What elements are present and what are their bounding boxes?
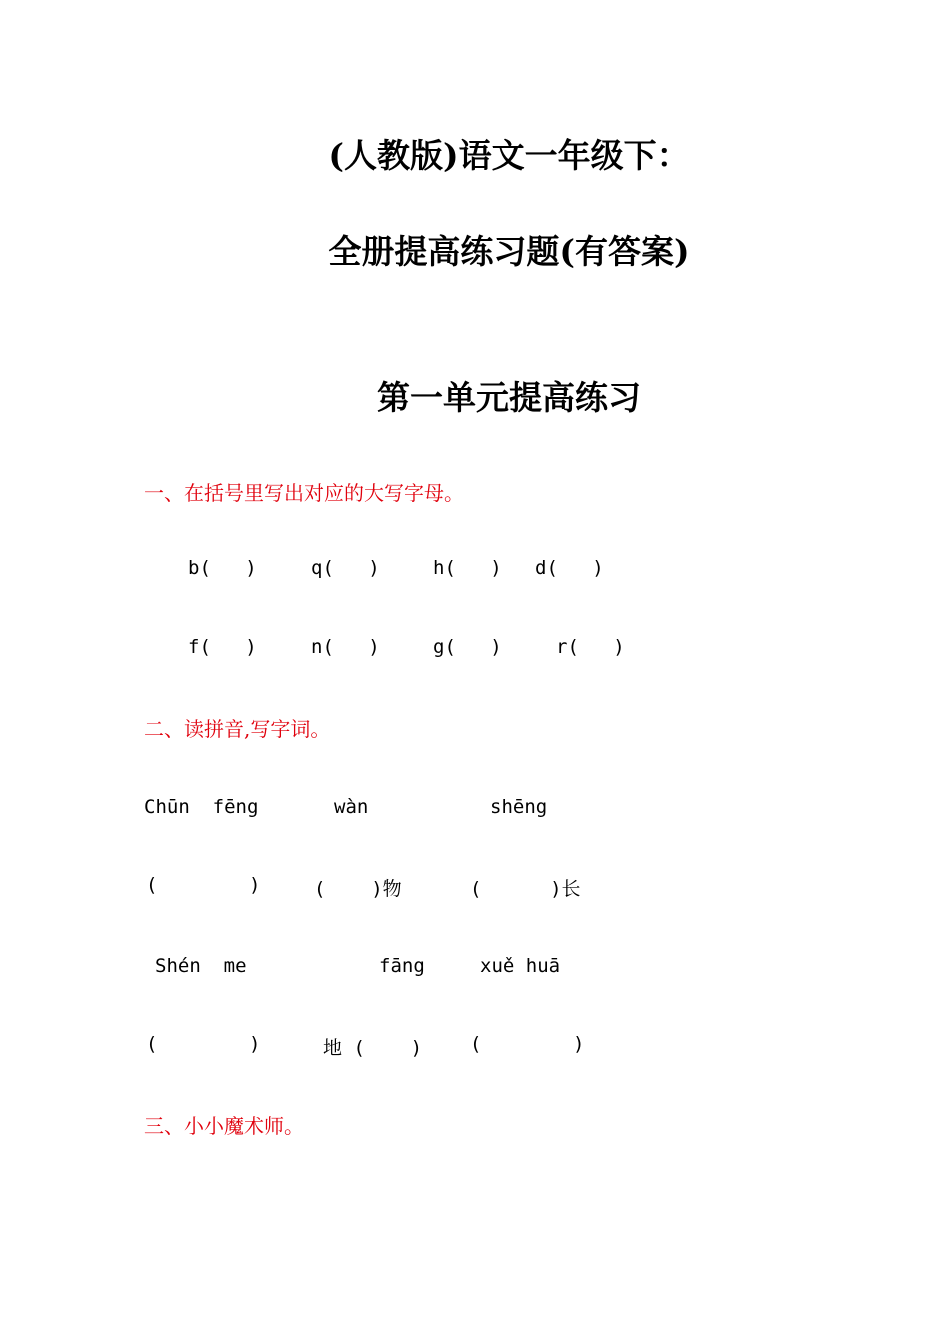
document-title-line2: 全册提高练习题(有答案) xyxy=(328,232,690,271)
section-1-heading: 一、在括号里写出对应的大写字母。 xyxy=(144,481,464,505)
answer-blank-4: ( ) xyxy=(146,1033,261,1055)
unit-title: 第一单元提高练习 xyxy=(377,378,641,417)
section-2-heading: 二、读拼音,写字词。 xyxy=(144,717,331,741)
letter-item-b: b( ) xyxy=(188,557,257,579)
answer-blank-5: 地 ( ) xyxy=(323,1037,423,1059)
section-3-heading: 三、小小魔术师。 xyxy=(144,1114,304,1138)
letter-item-n: n( ) xyxy=(311,636,380,658)
letter-item-h: h( ) xyxy=(433,557,502,579)
pinyin-xue-hua: xuě huā xyxy=(480,955,561,977)
pinyin-sheng: shēng xyxy=(490,796,548,818)
letter-item-q: q( ) xyxy=(311,557,380,579)
answer-blank-6: ( ) xyxy=(470,1033,585,1055)
answer-blank-2: ( )物 xyxy=(314,878,402,900)
answer-blank-1: ( ) xyxy=(146,874,261,896)
letter-item-r: r( ) xyxy=(556,636,625,658)
pinyin-fang: fāng xyxy=(379,955,425,977)
pinyin-shen-me: Shén me xyxy=(155,955,247,977)
document-title-line1: (人教版)语文一年级下： xyxy=(328,136,690,175)
letter-item-f: f( ) xyxy=(188,636,257,658)
answer-blank-3: ( )长 xyxy=(470,878,581,900)
letter-item-d: d( ) xyxy=(535,557,604,579)
pinyin-chun-feng: Chūn fēng xyxy=(144,796,259,818)
pinyin-wan: wàn xyxy=(334,796,369,818)
letter-item-g: g( ) xyxy=(433,636,502,658)
